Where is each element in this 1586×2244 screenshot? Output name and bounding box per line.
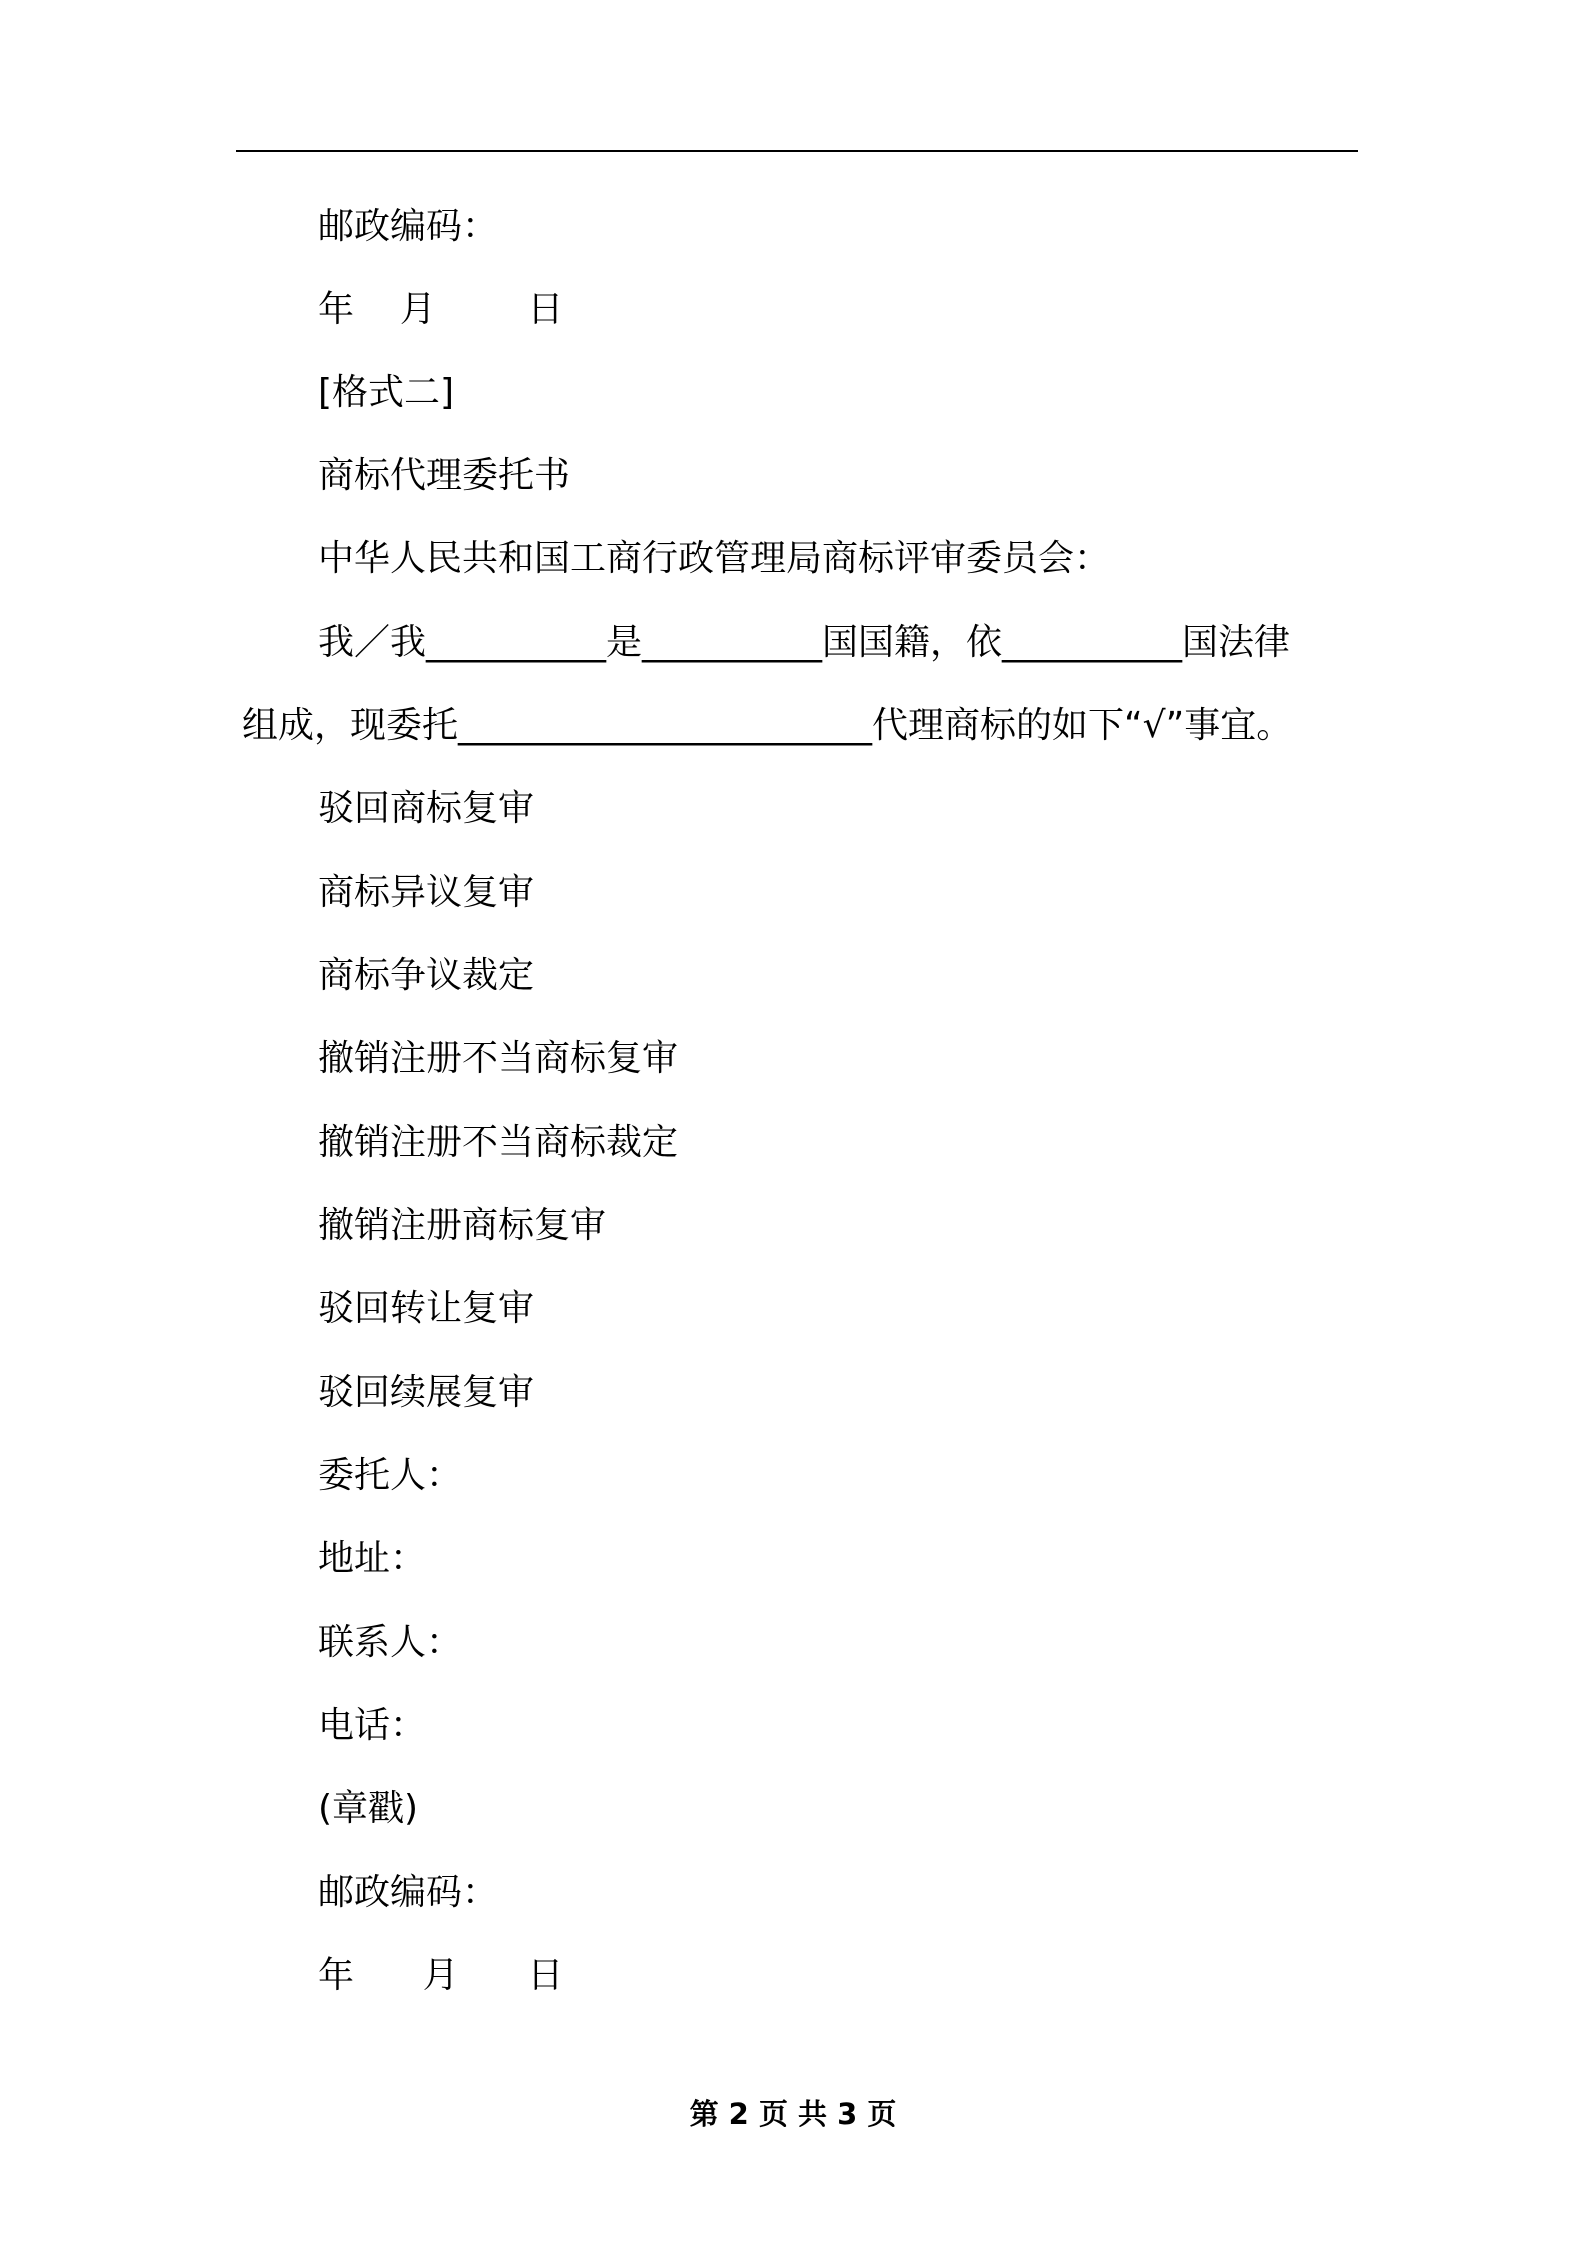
seal-label: (章戳) — [318, 1788, 419, 1829]
address-label: 地址： — [318, 1538, 427, 1579]
option-item: 撤销注册不当商标裁定 — [318, 1122, 679, 1163]
option-item: 商标异议复审 — [318, 872, 535, 913]
option-item: 撤销注册不当商标复审 — [318, 1038, 679, 1079]
paragraph-line-2: 组成，现委托_______________________代理商标的如下“√”事宜。 — [242, 705, 1293, 746]
page-number-footer: 第 2 页 共 3 页 — [689, 2097, 897, 2131]
paragraph-line-1: 我／我__________是__________国国籍，依__________国法律 — [318, 622, 1291, 663]
principal-label: 委托人： — [318, 1455, 463, 1496]
date-line-2: 年 月 日 — [318, 1955, 564, 1996]
postal-code-label-2: 邮政编码： — [318, 1872, 499, 1913]
addressee: 中华人民共和国工商行政管理局商标评审委员会： — [318, 538, 1111, 579]
document-title: 商标代理委托书 — [318, 455, 571, 496]
option-item: 驳回商标复审 — [318, 788, 535, 829]
postal-code-label-1: 邮政编码： — [318, 206, 499, 247]
option-item: 撤销注册商标复审 — [318, 1205, 607, 1246]
option-item: 驳回续展复审 — [318, 1372, 535, 1413]
option-item: 驳回转让复审 — [318, 1288, 535, 1329]
contact-label: 联系人： — [318, 1622, 463, 1663]
date-line-1: 年 月 日 — [318, 289, 564, 330]
format-heading: [格式二] — [318, 372, 455, 413]
option-item: 商标争议裁定 — [318, 955, 535, 996]
phone-label: 电话： — [318, 1705, 427, 1746]
header-rule — [236, 150, 1358, 152]
